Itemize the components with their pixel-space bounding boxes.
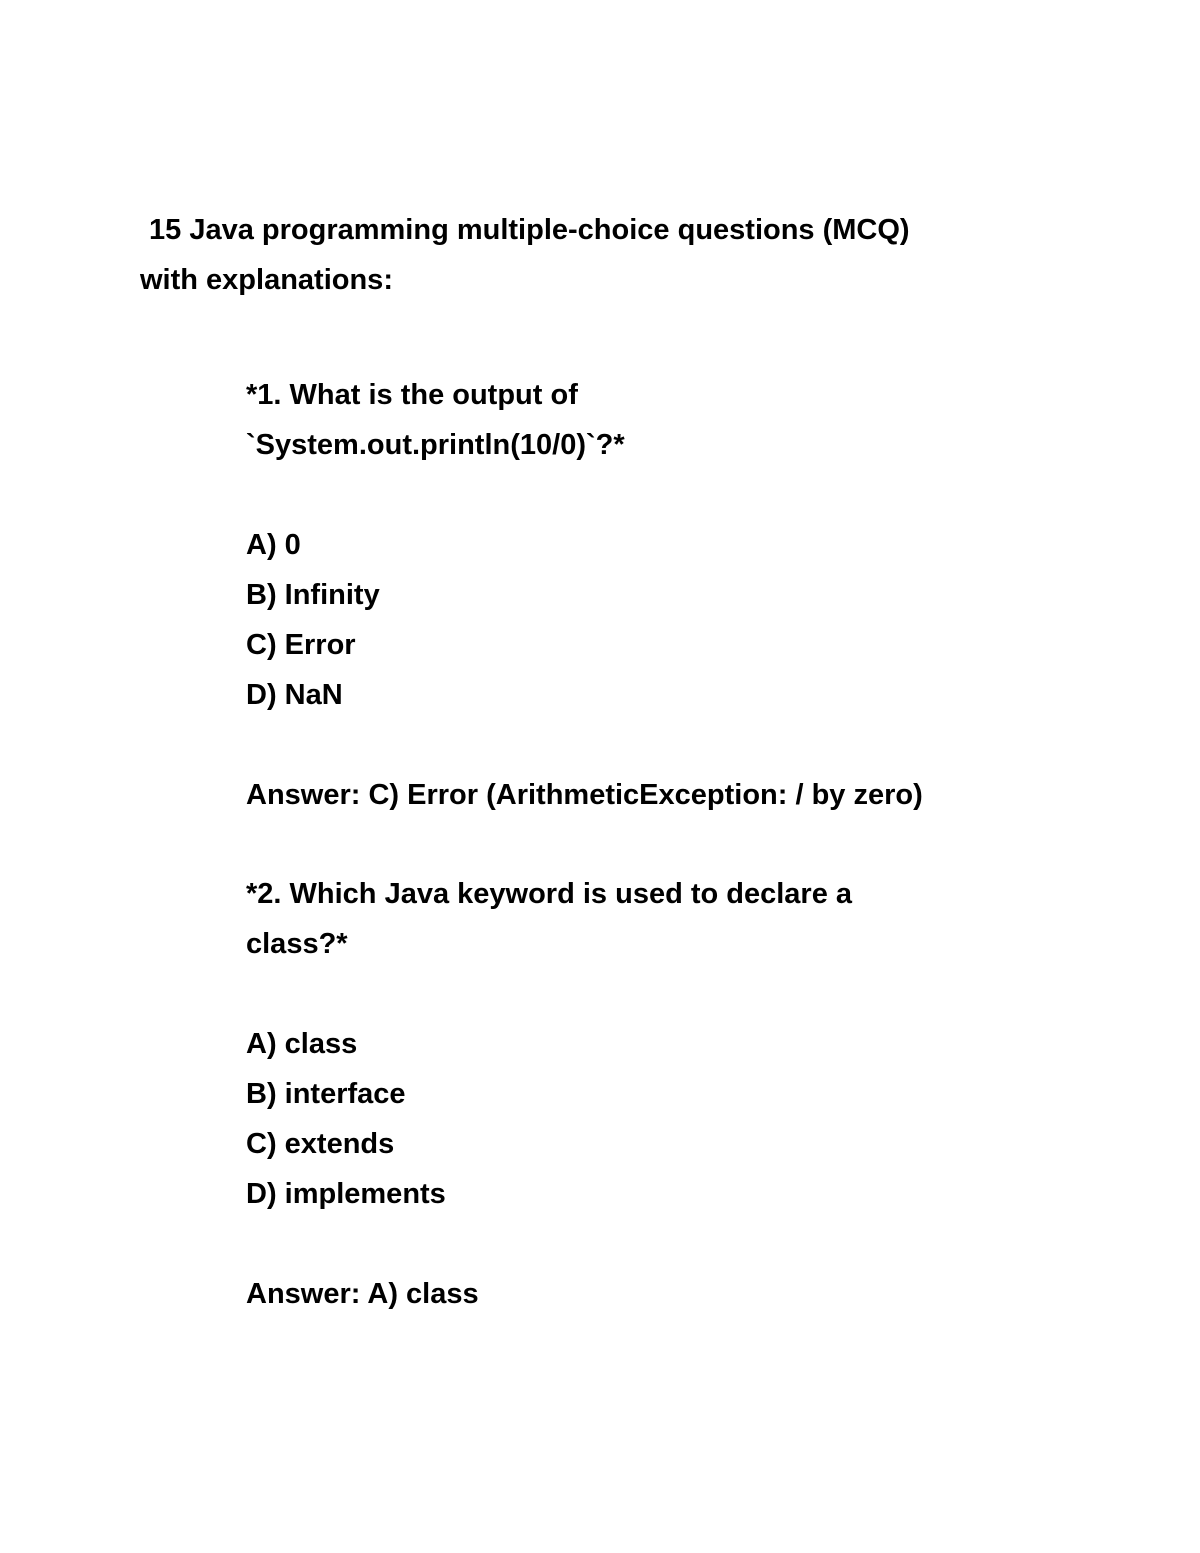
question-1-option-d: D) NaN xyxy=(246,679,343,711)
question-2-option-a: A) class xyxy=(246,1028,358,1060)
question-1-text-line-2: `System.out.println(10/0)`?* xyxy=(246,429,625,461)
question-2 xyxy=(246,869,1146,1319)
document-intro xyxy=(140,205,1100,305)
question-1-option-a: A) 0 xyxy=(246,529,301,561)
question-2-option-b: B) interface xyxy=(246,1078,406,1110)
question-1-text-line-1: *1. What is the output of xyxy=(246,379,578,411)
question-2-option-c: C) extends xyxy=(246,1128,395,1160)
intro-line-2: with explanations: xyxy=(140,264,393,296)
intro-line-1: 15 Java programming multiple-choice questions (MCQ) xyxy=(149,214,910,246)
question-1-option-b: B) Infinity xyxy=(246,579,380,611)
question-1-option-c: C) Error xyxy=(246,629,356,661)
question-2-answer: Answer: A) class xyxy=(246,1278,479,1310)
question-2-option-d: D) implements xyxy=(246,1178,446,1210)
question-2-text-line-1: *2. Which Java keyword is used to declare a xyxy=(246,878,853,910)
question-2-text-line-2: class?* xyxy=(246,928,348,960)
question-1 xyxy=(246,370,1146,820)
question-1-answer: Answer: C) Error (ArithmeticException: / by zero) xyxy=(246,779,923,811)
